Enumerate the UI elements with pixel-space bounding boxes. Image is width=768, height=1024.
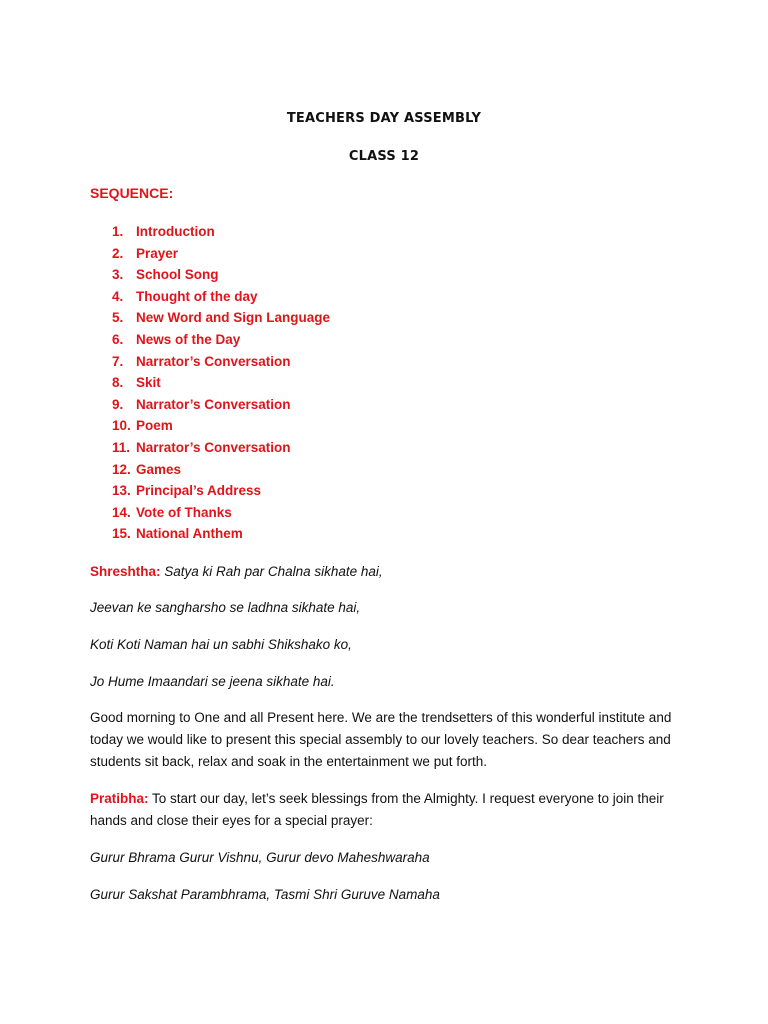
poem-line-4: Jo Hume Imaandari se jeena sikhate hai.: [90, 674, 335, 689]
sequence-item: [112, 523, 330, 545]
poem-line-2: Jeevan ke sangharsho se ladhna sikhate hai,: [90, 600, 361, 615]
sequence-number: 13.: [112, 483, 131, 499]
sequence-item: [112, 480, 330, 502]
sequence-label: Poem: [136, 418, 173, 434]
sequence-label: Thought of the day: [136, 288, 258, 304]
sequence-number: 12.: [112, 461, 131, 477]
sequence-list: [112, 221, 330, 545]
document-title: TEACHERS DAY ASSEMBLY: [286, 111, 482, 126]
sequence-number: 6.: [112, 331, 124, 347]
sequence-item: [112, 286, 330, 308]
sequence-label: Games: [136, 461, 182, 477]
sequence-label: Principal’s Address: [136, 483, 262, 499]
sequence-item: [112, 502, 330, 524]
speaker-pratibha: Pratibha:: [90, 791, 149, 806]
sequence-item: [112, 372, 330, 394]
sequence-item: [112, 329, 330, 351]
sequence-label: Vote of Thanks: [136, 504, 232, 520]
sequence-label: New Word and Sign Language: [136, 310, 331, 326]
sequence-number: 3.: [112, 267, 124, 283]
sequence-number: 10.: [112, 418, 131, 434]
sequence-label: School Song: [136, 267, 219, 283]
sequence-label: Skit: [136, 375, 161, 391]
sequence-label: Prayer: [136, 245, 179, 261]
intro-paragraph: Good morning to One and all Present here. We are the trendsetters of this wonderful institute and today we would like to present this special assembly to our lovely teachers. So dear teachers and students sit back, relax and soak in the entertainment we put forth.: [90, 710, 672, 769]
sequence-number: 2.: [112, 245, 124, 261]
pratibha-text: To start our day, let’s seek blessings from the Almighty. I request everyone to join their hands and close their eyes for a special prayer:: [90, 791, 664, 828]
prayer-line-2: Gurur Sakshat Parambhrama, Tasmi Shri Guruve Namaha: [90, 887, 440, 902]
document-subtitle: CLASS 12: [348, 149, 420, 164]
sequence-item: [112, 415, 330, 437]
sequence-number: 1.: [112, 224, 124, 239]
sequence-item: [112, 437, 330, 459]
sequence-number: 5.: [112, 310, 124, 326]
sequence-label: Narrator’s Conversation: [136, 353, 291, 369]
sequence-item: [112, 307, 330, 329]
sequence-label: National Anthem: [136, 526, 243, 542]
sequence-item: [112, 221, 330, 243]
sequence-number: 7.: [112, 353, 124, 369]
sequence-number: 4.: [112, 288, 124, 304]
pratibha-paragraph: [90, 788, 690, 832]
poem-line-1: [90, 561, 690, 583]
poem-line-3: Koti Koti Naman hai un sabhi Shikshako ko,: [90, 637, 352, 652]
sequence-label: Narrator’s Conversation: [136, 396, 291, 412]
sequence-label: Introduction: [136, 224, 215, 239]
sequence-item: [112, 351, 330, 373]
sequence-number: 14.: [112, 504, 131, 520]
sequence-number: 8.: [112, 375, 124, 391]
sequence-heading: SEQUENCE:: [90, 185, 174, 201]
sequence-label: News of the Day: [136, 331, 241, 347]
sequence-item: [112, 264, 330, 286]
speaker-shreshtha: Shreshtha:: [90, 564, 161, 579]
sequence-item: [112, 243, 330, 265]
sequence-number: 11.: [112, 439, 131, 455]
sequence-item: [112, 394, 330, 416]
sequence-number: 15.: [112, 526, 131, 542]
sequence-label: Narrator’s Conversation: [136, 439, 291, 455]
sequence-item: [112, 459, 330, 481]
sequence-number: 9.: [112, 396, 124, 412]
poem-line-text: Satya ki Rah par Chalna sikhate hai,: [164, 564, 383, 579]
prayer-line-1: Gurur Bhrama Gurur Vishnu, Gurur devo Maheshwaraha: [90, 850, 430, 865]
